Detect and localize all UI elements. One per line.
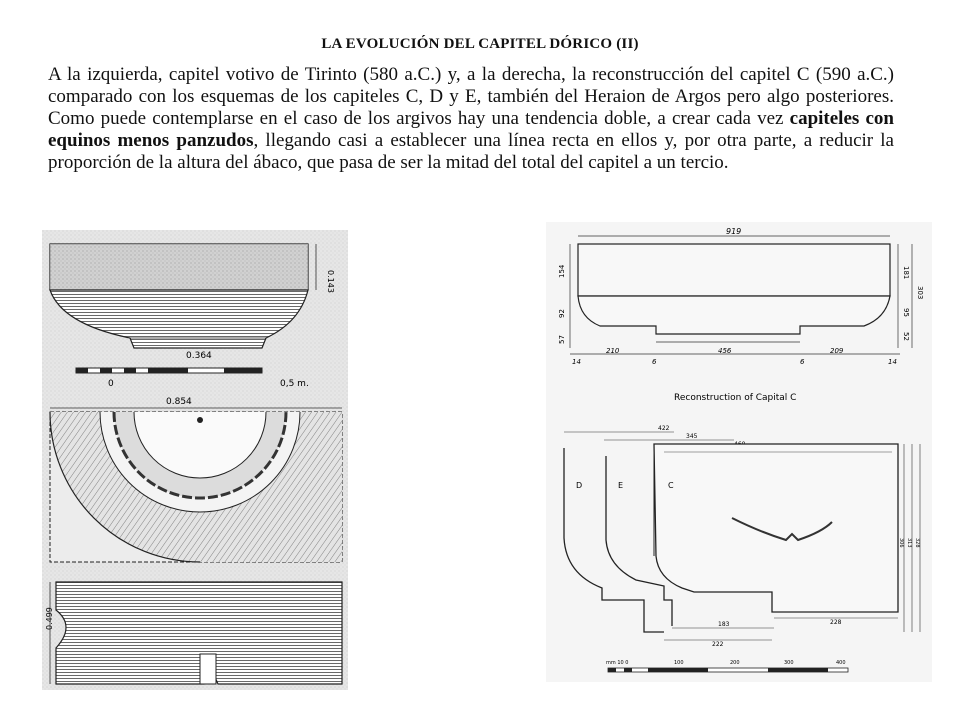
argos-capital-drawing xyxy=(546,222,932,682)
scale-200-label: 200 xyxy=(730,660,740,666)
dim-profile-422: 422 xyxy=(658,425,670,432)
dim-abacus-height: 0.143 xyxy=(326,270,335,293)
scale-mm-label: mm 10 0 xyxy=(606,660,629,666)
dim-profile-228: 228 xyxy=(830,619,842,626)
scale-400-label: 400 xyxy=(836,660,846,666)
dim-profile-313: 313 xyxy=(906,538,912,548)
scale-zero-label: 0 xyxy=(108,379,114,389)
dim-left-57: 57 xyxy=(558,335,566,344)
dim-profile-183: 183 xyxy=(718,621,730,628)
tiryns-section-view xyxy=(50,582,342,684)
scale-300-label: 300 xyxy=(784,660,794,666)
profile-c-label: C xyxy=(668,481,674,490)
profile-c xyxy=(654,444,898,612)
dim-plan-width: 0.854 xyxy=(166,397,192,407)
dim-right-95: 95 xyxy=(902,308,910,317)
tiryns-capital-drawing xyxy=(42,230,348,690)
dim-bottom-6a: 6 xyxy=(652,358,657,366)
tiryns-plan-view xyxy=(50,412,342,562)
dim-profile-306: 306 xyxy=(898,538,904,548)
dim-profile-345: 345 xyxy=(686,433,698,440)
dim-bottom-14a: 14 xyxy=(572,358,581,366)
dim-bottom-210: 210 xyxy=(606,347,620,355)
dim-left-92: 92 xyxy=(558,309,566,318)
scale-100-label: 100 xyxy=(674,660,684,666)
dim-section-height: 0.499 xyxy=(45,607,54,630)
dim-profile-328: 328 xyxy=(914,538,920,548)
profile-e-label: E xyxy=(618,481,624,490)
dim-profile-222: 222 xyxy=(712,641,724,648)
dim-right-52: 52 xyxy=(902,332,910,341)
dim-bottom-209: 209 xyxy=(830,347,844,355)
dim-bottom-6b: 6 xyxy=(800,358,805,366)
profile-d-label: D xyxy=(576,481,583,490)
tiryns-abacus xyxy=(50,244,308,290)
description-paragraph xyxy=(48,64,894,174)
dim-right-181: 181 xyxy=(902,266,910,280)
paragraph-text-2: , llegando casi a establecer una línea recta en ellos y, por otra parte, a reducir la proporción de la altura del ábaco, que pasa de ser la mitad del total del capitel a un tercio. xyxy=(48,130,894,173)
page-title: LA EVOLUCIÓN DEL CAPITEL DÓRICO (II) xyxy=(321,36,639,52)
paragraph-text-1: A la izquierda, capitel votivo de Tirinto (580 a.C.) y, a la derecha, la reconstrucción del capitel C (590 a.C.) comparado con los esquemas de los capiteles C, D y E, también del Heraion de Argos pero algo posteriores. Como puede contemplarse en el caso de los argivos hay una tendencia doble, a crear cada vez xyxy=(48,64,894,129)
scale-end-label: 0,5 m. xyxy=(280,379,309,389)
dim-left-154: 154 xyxy=(558,264,566,278)
dim-neck-diameter: 0.364 xyxy=(186,351,212,361)
dim-right-303: 303 xyxy=(916,286,924,300)
dim-bottom-456: 456 xyxy=(718,347,732,355)
paragraph-bold-text: capiteles con equinos menos panzudos xyxy=(48,108,894,151)
dim-top-width: 919 xyxy=(726,227,742,236)
dim-bottom-14b: 14 xyxy=(888,358,897,366)
reconstruction-caption: Reconstruction of Capital C xyxy=(674,393,797,403)
